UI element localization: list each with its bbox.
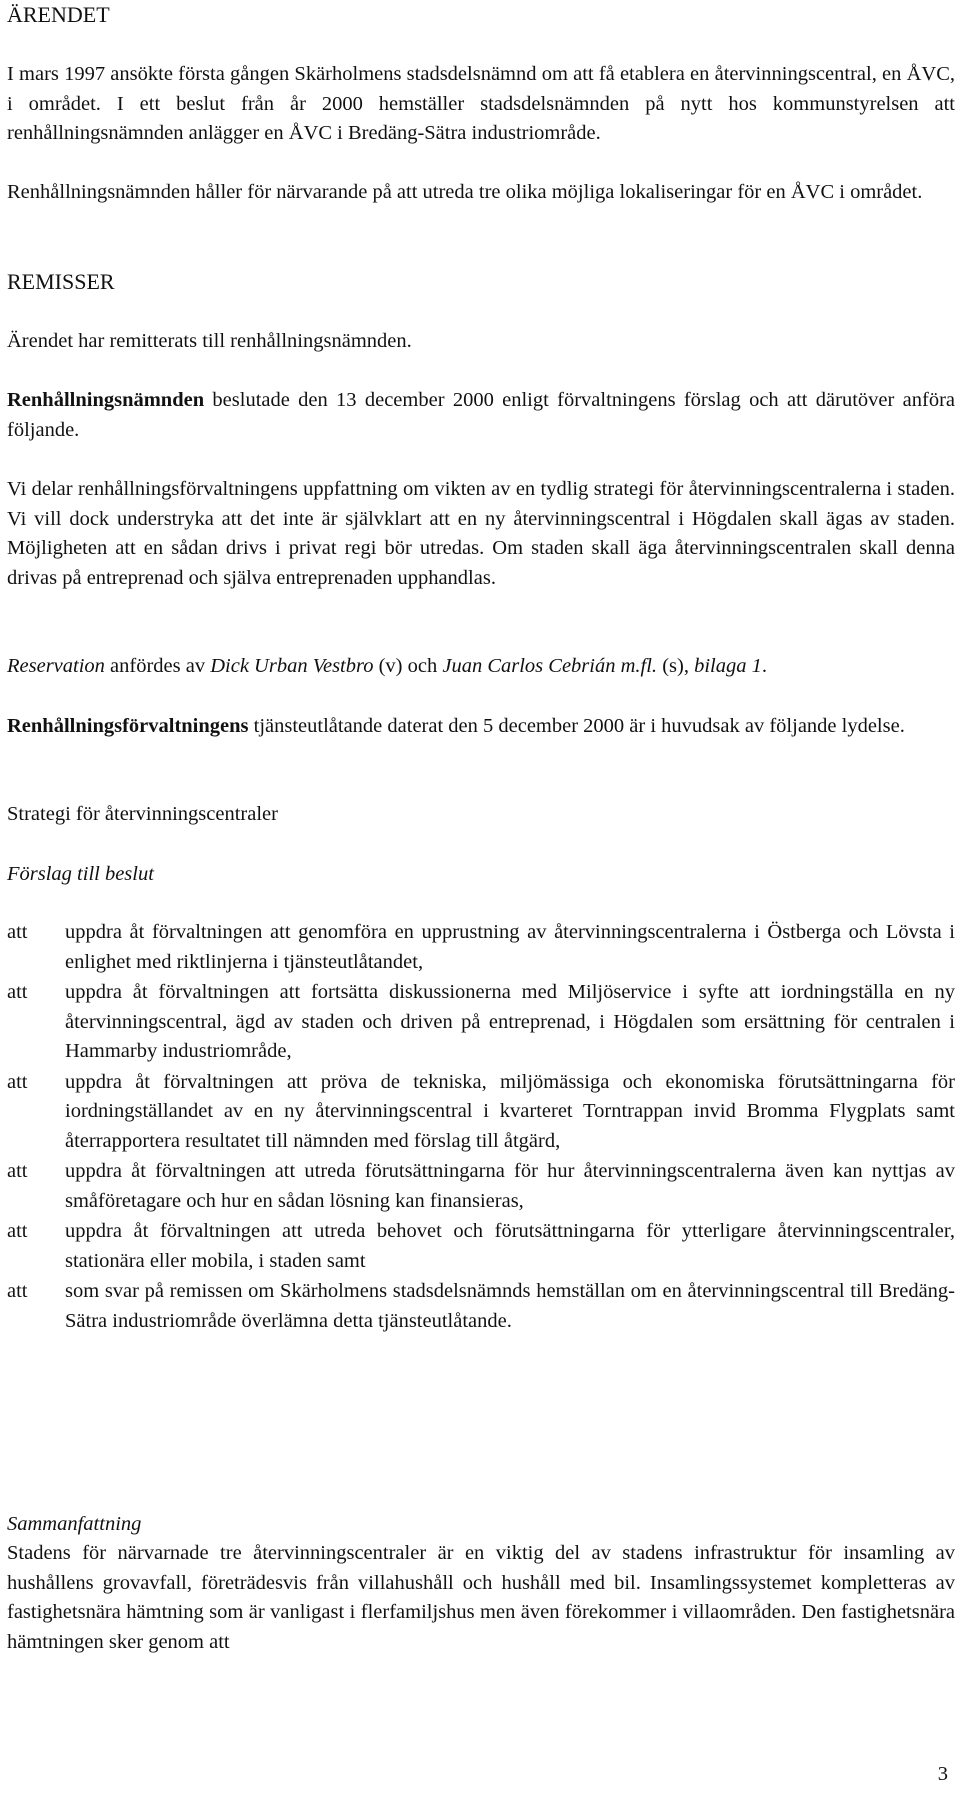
page-number: 3 <box>937 1763 948 1785</box>
summary-heading: Sammanfattning <box>7 1513 142 1535</box>
paragraph-arendet-1: I mars 1997 ansökte första gången Skärholmens stadsdelsnämnd om att få etablera en återvinningscentral, en ÅVC, i området. I ett beslut från år 2000 hemställer stadsdelsnämnden på nytt hos kommunstyrelsen att renhållningsnämnden anlägger en ÅVC i Bredäng-Sätra industriområde. <box>7 63 955 144</box>
clause-lead: att <box>7 1070 28 1093</box>
paragraph-statement: Vi delar renhållningsförvaltningens uppfattning om vikten av en tydlig strategi för återvinningscentralerna i staden. Vi vill dock understryka att det inte är självklart att en ny återvinningscentral i Högdalen skall ägas av staden. Möjligheten att en sådan drivs i privat regi bör utredas. Om staden skall äga återvinningscentralen skall denna drivas på entreprenad och själva entreprenaden upphandlas. <box>7 478 955 589</box>
paragraph-tjansteutlatande <box>7 712 955 742</box>
clause-lead: att <box>7 1220 28 1242</box>
reservation-word: Reservation <box>7 655 105 677</box>
clause-text: uppdra åt förvaltningen att utreda förutsättningarna för hur återvinningscentralerna även kan nyttjas av småföretagare och hur en sådan lösning kan finansieras, <box>65 1160 955 1212</box>
reservation-mid: anfördes av <box>104 655 211 677</box>
clause-text: uppdra åt förvaltningen att fortsätta diskussionerna med Miljöservice i syfte att iordningställa en ny återvinningscentral, ägd av staden och driven på entreprenad, i Högdalen som ersättning för centralen i Hammarby industriområde, <box>65 981 955 1062</box>
clause-lead: att <box>7 1160 28 1182</box>
clause-text: uppdra åt förvaltningen att pröva de tekniska, miljömässiga och ekonomiska förutsättningarna för iordningställandet av en ny återvinningscentral i kvarteret Torntrappan invid Bromma Flygplats samt återrapportera resultatet till nämnden med förslag till åtgärd, <box>65 1070 955 1152</box>
decision-text: beslutade den 13 december 2000 enligt förvaltningens förslag och att därutöver anföra följande. <box>7 389 955 441</box>
heading-remisser: REMISSER <box>7 269 115 294</box>
clause-item <box>7 1277 955 1336</box>
paragraph-arendet-2: Renhållningsnämnden håller för närvarande på att utreda tre olika möjliga lokaliseringar för en ÅVC i området. <box>7 181 923 203</box>
clause-item <box>7 1217 955 1276</box>
paragraph-reservation <box>7 652 955 682</box>
proposal-clauses <box>7 918 955 1336</box>
clause-lead: att <box>7 921 28 943</box>
reservation-attachment: bilaga 1 <box>694 655 762 677</box>
reservation-end: . <box>761 655 767 677</box>
reservation-party-1: (v) och <box>373 655 443 677</box>
paragraph-remisser: Ärendet har remitterats till renhållningsnämnden. <box>7 330 412 352</box>
heading-arendet: ÄRENDET <box>7 2 110 27</box>
tjanste-lead: Renhållningsförvaltningens <box>7 715 249 737</box>
strategy-title: Strategi för återvinningscentraler <box>7 803 278 825</box>
reservation-party-2: (s), <box>657 655 695 677</box>
paragraph-decision <box>7 386 955 445</box>
clause-lead: att <box>7 1280 28 1302</box>
clause-item <box>7 978 955 1067</box>
clause-text: uppdra åt förvaltningen att utreda behovet och förutsättningarna för ytterligare återvinningscentraler, stationära eller mobila, i staden samt <box>65 1220 955 1272</box>
clause-item <box>7 1068 955 1157</box>
tjanste-text: tjänsteutlåtande daterat den 5 december 2000 är i huvudsak av följande lydelse. <box>248 715 905 737</box>
decision-lead: Renhållningsnämnden <box>7 389 205 411</box>
reservation-names-2: Juan Carlos Cebrián m.fl. <box>442 655 658 677</box>
clause-item <box>7 918 955 977</box>
summary-text: Stadens för närvarnade tre återvinningscentraler är en viktig del av stadens infrastruktur för insamling av hushållens grovavfall, företrädesvis från villahushåll och hushåll med bil. Insamlingssystemet kompletteras av fastighetsnära hämtning som är vanligast i flerfamiljshus men även förekommer i villaområden. Den fastighetsnära hämtningen sker genom att <box>7 1542 955 1653</box>
clause-lead: att <box>7 981 28 1003</box>
clause-item <box>7 1157 955 1216</box>
proposal-heading: Förslag till beslut <box>7 863 154 885</box>
clause-text: uppdra åt förvaltningen att genomföra en upprustning av återvinningscentralerna i Östberga och Lövsta i enlighet med riktlinjerna i tjänsteutlåtandet, <box>65 921 955 973</box>
reservation-names-1: Dick Urban Vestbro <box>210 655 374 677</box>
clause-text: som svar på remissen om Skärholmens stadsdelsnämnds hemställan om en återvinningscentral till Bredäng-Sätra industriområde överlämna detta tjänsteutlåtande. <box>65 1280 955 1332</box>
